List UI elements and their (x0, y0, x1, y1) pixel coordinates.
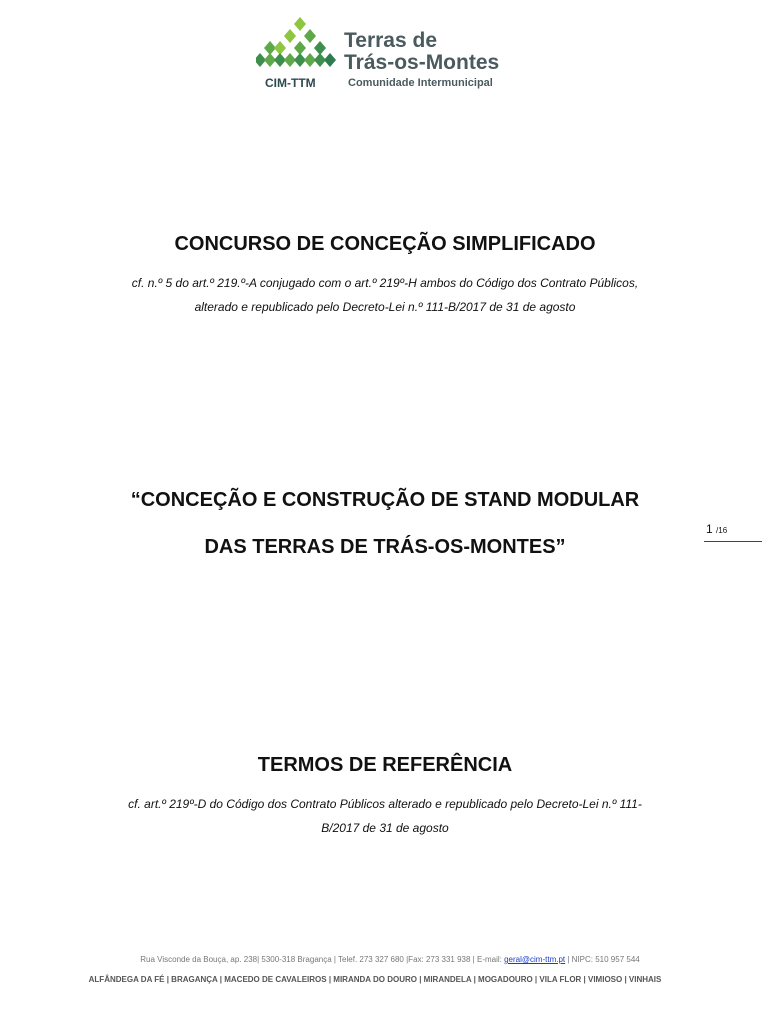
page-total: /16 (716, 526, 728, 535)
logo-diamond-shape (324, 53, 336, 67)
terms-basis-line1: cf. art.º 219º-D do Código dos Contrato Públicos alterado e republicado pelo Decreto-Lei n.º 111- (128, 797, 642, 811)
logo-diamond-shape (304, 29, 316, 43)
footer-email-link[interactable]: geral@cim-ttm.pt (504, 955, 566, 964)
logo-name-line2: Trás-os-Montes (344, 51, 500, 74)
logo-abbreviation: CIM-TTM (265, 76, 316, 90)
page-number (706, 522, 727, 536)
logo-diamond-shape (274, 41, 286, 55)
logo-diamond-shape (294, 41, 306, 55)
legal-basis-line1: cf. n.º 5 do art.º 219.º-A conjugado com o art.º 219º-H ambos do Código dos Contrato Públicos, (131, 276, 639, 290)
diamond-mountains-icon (256, 16, 340, 78)
terms-title: TERMOS DE REFERÊNCIA (257, 754, 513, 776)
footer-address (0, 955, 770, 964)
page-number-rule (704, 541, 762, 542)
logo-diamond-shape (284, 29, 296, 43)
logo-subtitle: Comunidade Intermunicipal (348, 77, 493, 89)
footer-nipc: | NIPC: 510 957 544 (567, 955, 640, 964)
project-title-line1: “CONCEÇÃO E CONSTRUÇÃO DE STAND MODULAR (130, 489, 640, 511)
logo-diamond-shape (314, 41, 326, 55)
page-current: 1 (706, 522, 713, 536)
logo-diamond-shape (294, 17, 306, 31)
document-title: CONCURSO DE CONCEÇÃO SIMPLIFICADO (174, 233, 596, 255)
logo-name-line1: Terras de (344, 29, 437, 52)
legal-basis-line2: alterado e republicado pelo Decreto-Lei n.º 111-B/2017 de 31 de agosto (194, 300, 576, 314)
terms-basis-line2: B/2017 de 31 de agosto (321, 821, 449, 835)
cim-ttm-logo (256, 16, 526, 94)
project-title-line2: DAS TERRAS DE TRÁS-OS-MONTES” (204, 536, 566, 558)
footer-address-text: Rua Visconde da Bouça, ap. 238| 5300-318 Bragança | Telef. 273 327 680 |Fax: 273 331 938 | E-mail: (140, 955, 502, 964)
footer-municipalities: ALFÂNDEGA DA FÉ | BRAGANÇA | MACEDO DE CAVALEIROS | MIRANDA DO DOURO | MIRANDELA | MOGADOURO | VILA FLOR | VIMIOSO | VINHAIS (88, 975, 662, 984)
